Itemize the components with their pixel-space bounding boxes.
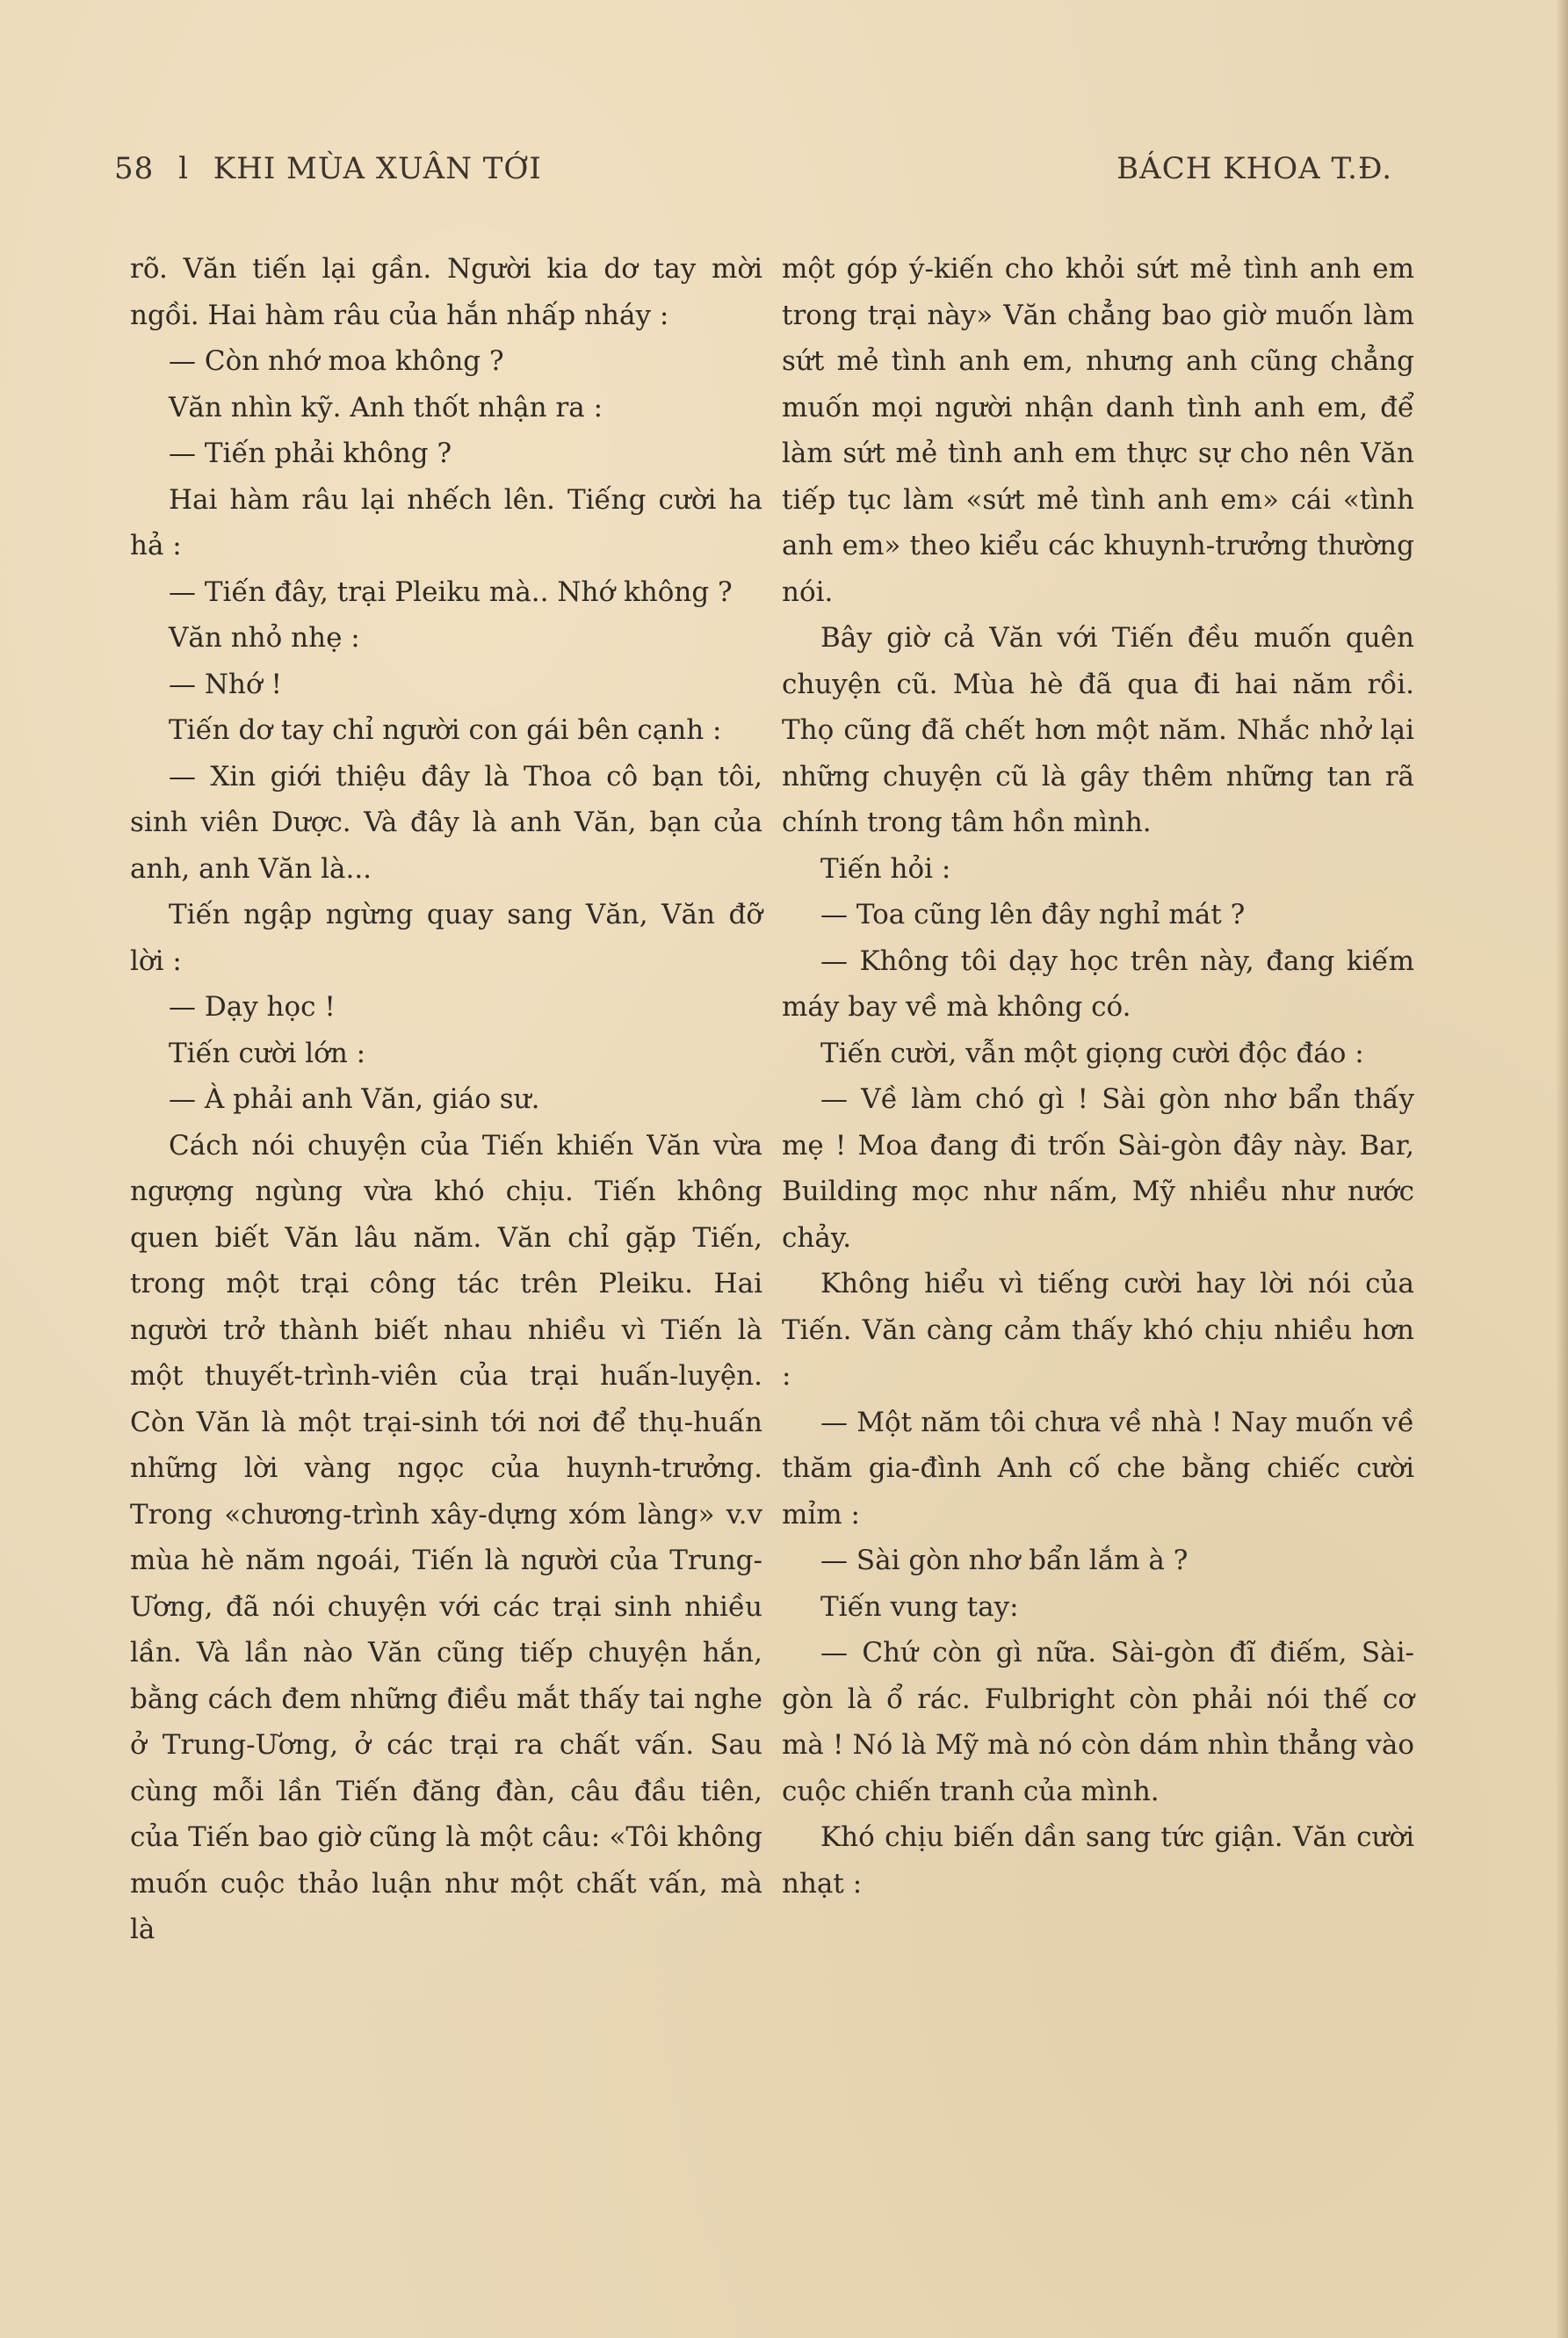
paragraph: — Xin giới thiệu đây là Thoa cô bạn tôi, sinh viên Dược. Và đây là anh Văn, bạn của anh, anh Văn là... (130, 760, 762, 885)
paragraph: — Tiến đây, trại Pleiku mà.. Nhớ không ? (169, 575, 733, 608)
paragraph: Hai hàm râu lại nhếch lên. Tiếng cười ha hả : (130, 483, 762, 561)
running-header (114, 151, 1392, 204)
paragraph: Bây giờ cả Văn với Tiến đều muốn quên chuyện cũ. Mùa hè đã qua đi hai năm rồi. Thọ cũng đã chết hơn một năm. Nhắc nhở lại những chuyện cũ là gây thêm những tan rã chính trong tâm hồn mình. (782, 622, 1414, 838)
paragraph: — Tiến phải không ? (169, 438, 452, 469)
paragraph: Tiến ngập ngừng quay sang Văn, Văn đỡ lời : (130, 899, 762, 977)
paragraph: Tiến vung tay: (820, 1590, 1019, 1623)
paragraph: Tiến cười lớn : (169, 1037, 366, 1069)
paragraph: — À phải anh Văn, giáo sư. (169, 1083, 540, 1115)
paragraph: Khó chịu biến dần sang tức giận. Văn cười nhạt : (782, 1821, 1414, 1900)
paragraph: Tiến cười, vẫn một giọng cười độc đáo : (820, 1037, 1364, 1069)
magazine-name: BÁCH KHOA T.Đ. (1116, 151, 1392, 186)
paragraph: — Dạy học ! (169, 991, 336, 1023)
paragraph: — Về làm chó gì ! Sài gòn nhơ bẩn thấy mẹ ! Moa đang đi trốn Sài-gòn đây này. Bar, Building mọc như nấm, Mỹ nhiều như nước chảy. (782, 1083, 1414, 1254)
header-left (114, 151, 556, 186)
paragraph: rõ. Văn tiến lại gần. Người kia dơ tay mời ngồi. Hai hàm râu của hắn nhấp nháy : (130, 253, 762, 331)
paragraph: Văn nhỏ nhẹ : (169, 622, 360, 654)
paragraph: — Toa cũng lên đây nghỉ mát ? (820, 899, 1246, 930)
left-column (130, 246, 762, 1953)
paragraph: — Một năm tôi chưa về nhà ! Nay muốn về thăm gia-đình Anh cố che bằng chiếc cười mỉm : (782, 1406, 1414, 1531)
section-title: KHI MÙA XUÂN TỚI (213, 151, 542, 186)
paragraph: — Chứ còn gì nữa. Sài-gòn đĩ điếm, Sài-gòn là ổ rác. Fulbright còn phải nói thế cơ mà ! Nó là Mỹ mà nó còn dám nhìn thẳng vào cuộc chiến tranh của mình. (782, 1637, 1414, 1807)
header-separator: l (178, 151, 189, 186)
paragraph: — Nhớ ! (169, 668, 282, 700)
paragraph: một góp ý-kiến cho khỏi sứt mẻ tình anh em trong trại này» Văn chẳng bao giờ muốn làm sứt mẻ tình anh em, nhưng anh cũng chẳng muốn mọi người nhận danh tình anh em, để làm sứt mẻ tình anh em thực sự cho nên Văn tiếp tục làm «sứt mẻ tình anh em» cái «tình anh em» theo kiểu các khuynh-trưởng thường nói. (782, 253, 1414, 608)
paragraph: Tiến dơ tay chỉ người con gái bên cạnh : (169, 714, 722, 746)
paragraph: — Sài gòn nhơ bẩn lắm à ? (820, 1545, 1189, 1576)
right-column (782, 246, 1414, 1907)
page-number: 58 (114, 151, 155, 186)
paragraph: — Còn nhớ moa không ? (169, 345, 504, 377)
paragraph: Tiến hỏi : (820, 852, 951, 885)
paragraph: Không hiểu vì tiếng cười hay lời nói của Tiến. Văn càng cảm thấy khó chịu nhiều hơn : (782, 1268, 1414, 1392)
page-edge-shadow (1556, 0, 1568, 2338)
paragraph: Cách nói chuyện của Tiến khiến Văn vừa ngượng ngùng vừa khó chịu. Tiến không quen biết Văn lâu năm. Văn chỉ gặp Tiến, trong một trại công tác trên Pleiku. Hai người trở thành biết nhau nhiều vì Tiến là một thuyết-trình-viên của trại huấn-luyện. Còn Văn là một trại-sinh tới nơi để thụ-huấn những lời vàng ngọc của huynh-trưởng. Trong «chương-trình xây-dựng xóm làng» v.v mùa hè năm ngoái, Tiến là người của Trung-Ương, đã nói chuyện với các trại sinh nhiều lần. Và lần nào Văn cũng tiếp chuyện hắn, bằng cách đem những điều mắt thấy tai nghe ở Trung-Ương, ở các trại ra chất vấn. Sau cùng mỗi lần Tiến đăng đàn, câu đầu tiên, của Tiến bao giờ cũng là một câu: «Tôi không muốn cuộc thảo luận như một chất vấn, mà là (130, 1129, 762, 1945)
paragraph: — Không tôi dạy học trên này, đang kiếm máy bay về mà không có. (782, 945, 1414, 1023)
paragraph: Văn nhìn kỹ. Anh thốt nhận ra : (169, 391, 603, 423)
